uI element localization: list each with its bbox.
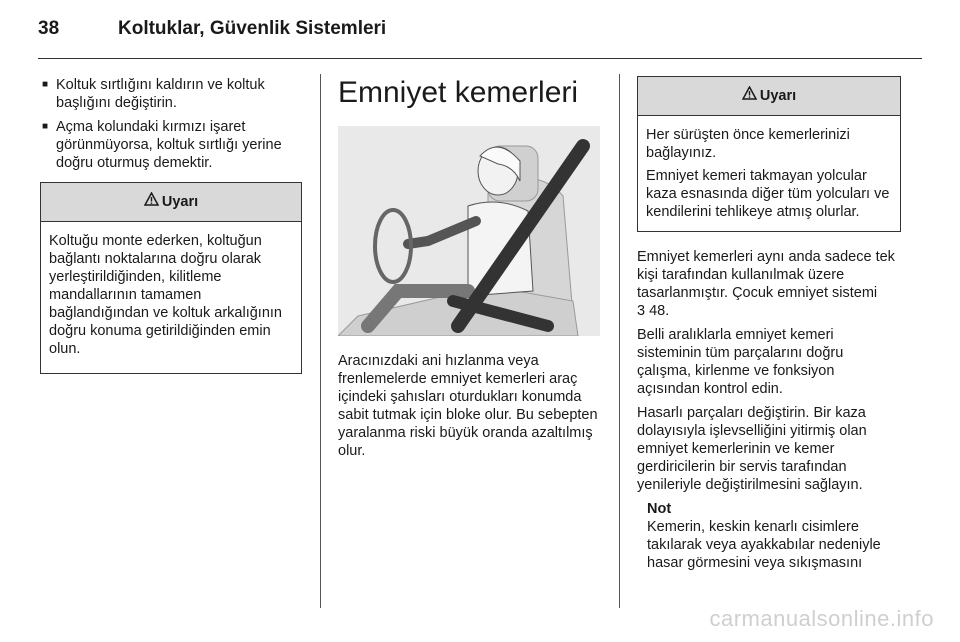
- header-rule: [38, 58, 922, 59]
- warning-header: [638, 77, 900, 116]
- column-right: [637, 76, 901, 572]
- bullet-item: ■ Koltuk sırtlığını kaldırın ve koltuk başlığını değiştirin.: [40, 76, 302, 112]
- body-paragraph: Aracınızdaki ani hızlanma veya frenlemelerde emniyet kemerleri araç içindeki şahısları oturdukları konumda sabit tutmak için bloke olur. Bu sebepten yaralanma riski büyük oranda azaltılmış olur.: [338, 353, 598, 459]
- column-middle: [338, 76, 601, 466]
- column-left: [40, 76, 302, 374]
- body-paragraph: Hasarlı parçaları değiştirin. Bir kaza dolayısıyla işlevselliğini yitirmiş olan emniyet kemerlerinin ve kemer gerdiricilerin bir servis tarafından yenileriyle değiştirilmesini sağlayın.: [637, 405, 867, 493]
- page-header: [38, 18, 386, 40]
- watermark: carmanualsonline.info: [709, 606, 934, 631]
- column-divider: [619, 74, 620, 608]
- body-text: Emniyet kemerleri aynı anda sadece tek kişi tarafından kullanılmak üzere tasarlanmıştır. Çocuk emniyet sistemi: [637, 249, 895, 301]
- warning-text: Koltuğu monte ederken, koltuğun bağlantı noktalarına doğru olarak yerleştirildiğinden, kilitleme mandallarının tamamen bağlandığından ve koltuk arkalığının doğru konuma getirildiğinden emin olun.: [49, 233, 282, 357]
- warning-triangle-icon: [742, 77, 757, 115]
- body-paragraph: [637, 248, 901, 320]
- note-block: [637, 500, 901, 572]
- warning-title: Uyarı: [161, 194, 199, 210]
- note-title: Not: [647, 501, 672, 517]
- warning-header: [41, 183, 301, 222]
- body-paragraph: Belli aralıklarla emniyet kemeri sisteminin tüm parçalarını doğru çalışma, kirlenme ve fonksiyon açısından kontrol edin.: [637, 327, 844, 397]
- page-title: Koltuklar, Güvenlik Sistemleri: [118, 18, 387, 39]
- warning-triangle-icon: [144, 183, 159, 221]
- note-text: Kemerin, keskin kenarlı cisimlere takılarak veya ayakkabılar nedeniyle hasar görmesini veya sıkışmasını: [647, 519, 881, 571]
- warning-text: Her sürüşten önce kemerlerinizi bağlayınız.: [646, 127, 850, 161]
- warning-text: Emniyet kemeri takmayan yolcular kaza esnasında diğer tüm yolcuları ve kendilerini tehlikeye atmış olurlar.: [646, 168, 890, 220]
- warning-box: [637, 76, 901, 232]
- warning-box: [40, 182, 302, 374]
- page-reference-link[interactable]: 3 48.: [637, 303, 670, 319]
- page-number: 38: [38, 18, 60, 39]
- column-divider: [320, 74, 321, 608]
- warning-title: Uyarı: [759, 88, 797, 104]
- seatbelt-illustration: [338, 126, 600, 336]
- section-heading: Emniyet kemerleri: [338, 76, 579, 109]
- bullet-item: ■ Açma kolundaki kırmızı işaret görünmüyorsa, koltuk sırtlığı yerine doğru oturmuş demektir.: [40, 118, 302, 172]
